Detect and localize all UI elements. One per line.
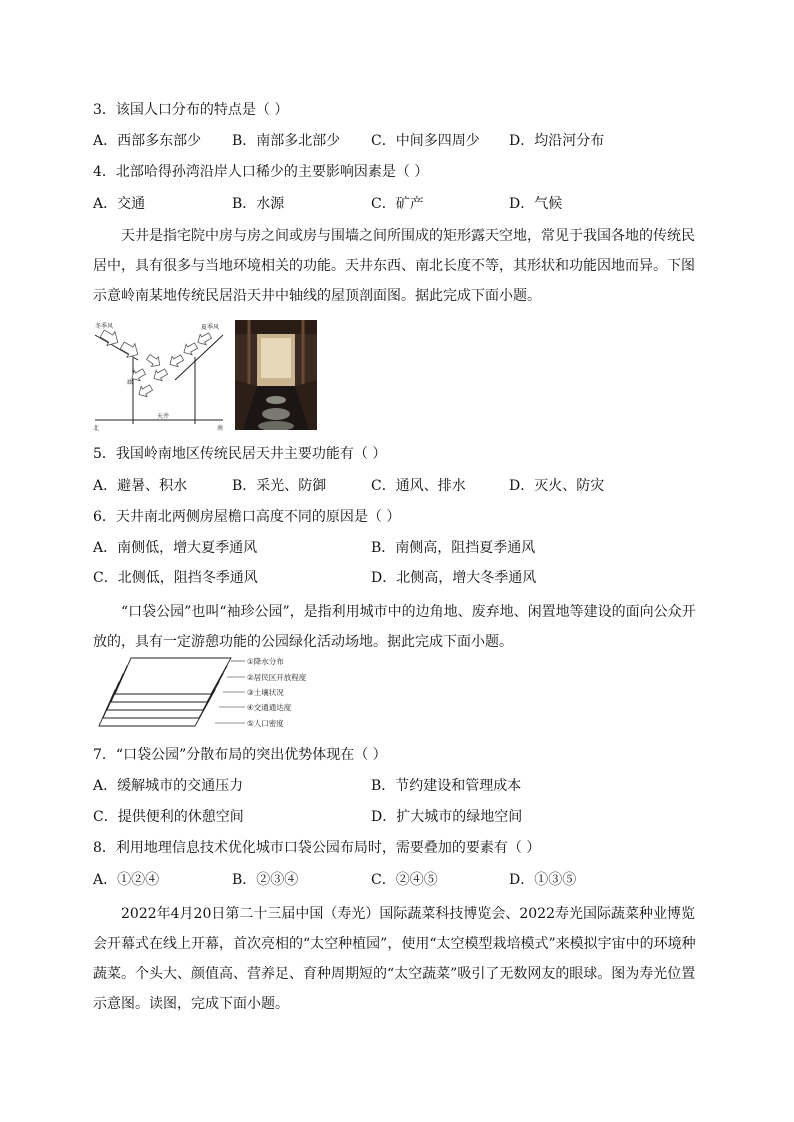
question-7-option-d: D．扩大城市的绿地空间 (371, 809, 523, 825)
question-8-stem: 8．利用地理信息技术优化城市口袋公园布局时，需要叠加的要素有（ ） (93, 840, 541, 856)
question-7-option-b: B．节约建设和管理成本 (371, 778, 522, 794)
layer-2-label: ②居民区开放程度 (247, 673, 307, 682)
winter-wind-label: 冬季风 (95, 323, 114, 330)
question-8-option-b: B．②③④ (232, 872, 299, 888)
question-3-option-a: A．西部多东部少 (93, 133, 202, 149)
question-6-option-b: B．南侧高，阻挡夏季通风 (371, 540, 536, 556)
passage-shouguang: 2022年4月20日第二十三届中国（寿光）国际蔬菜科技博览会、2022寿光国际蔬菜种业博览会开幕式在线上开幕，首次亮相的“太空种植园”，使用“太空模型栽培模式”来模拟宇宙中的环境种蔬菜。个头大、颜值高、营养足、育种周期短的“太空蔬菜”吸引了无数网友的眼球。图为寿光位置示意图。读图，完成下面小题。 (93, 906, 696, 1012)
question-8-option-a: A．①②④ (93, 872, 160, 888)
question-5-option-a: A．避暑、积水 (93, 478, 188, 494)
question-3-option-d: D．均沿河分布 (509, 133, 605, 149)
question-5-option-c: C．通风、排水 (371, 478, 466, 494)
courtyard-section-diagram (93, 320, 228, 432)
question-8-option-d: D．①③⑤ (509, 872, 577, 888)
north-label: 北 (93, 425, 100, 432)
question-3-option-c: C．中间多四周少 (371, 133, 480, 149)
question-5-option-b: B．采光、防御 (232, 478, 327, 494)
layer-3-label: ③土壤状况 (247, 688, 284, 697)
layer-4-label: ④交通通达度 (247, 703, 292, 712)
question-5-option-d: D．灭火、防灾 (509, 478, 605, 494)
question-6-option-d: D．北侧高，增大冬季通风 (371, 570, 537, 586)
question-7-stem: 7．“口袋公园”分散布局的突出优势体现在（ ） (93, 747, 387, 763)
question-7-option-a: A．缓解城市的交通压力 (93, 778, 244, 794)
question-7-option-c: C．提供便利的休憩空间 (93, 809, 244, 825)
gis-layer-diagram (93, 654, 333, 734)
question-4-option-d: D．气候 (509, 196, 563, 212)
question-8-option-c: C．②④⑤ (371, 872, 438, 888)
question-3-option-b: B．南部多北部少 (232, 133, 341, 149)
question-5-stem: 5．我国岭南地区传统民居天井主要功能有（ ） (93, 446, 387, 462)
question-6-option-a: A．南侧低，增大夏季通风 (93, 540, 258, 556)
question-6-option-c: C．北侧低，阻挡冬季通风 (93, 570, 258, 586)
corridor-label: 廊 (127, 379, 134, 386)
courtyard-label: 天井 (157, 413, 170, 420)
passage-pocket-park: “口袋公园”也叫“袖珍公园”，是指利用城市中的边角地、废弃地、闲置地等建设的面向公众开放的，具有一定游憩功能的公园绿化活动场地。据此完成下面小题。 (93, 604, 696, 650)
courtyard-photo (235, 320, 317, 430)
summer-wind-label: 夏季风 (201, 324, 220, 331)
question-4-option-b: B．水源 (232, 196, 285, 212)
south-label: 南 (217, 425, 224, 432)
passage-courtyard: 天井是指宅院中房与房之间或房与围墙之间所围成的矩形露天空地，常见于我国各地的传统民居中，具有很多与当地环境相关的功能。天井东西、南北长度不等，其形状和功能因地而异。下图示意岭南某地传统民居沿天井中轴线的屋顶剖面图。据此完成下面小题。 (93, 228, 695, 304)
question-4-stem: 4．北部哈得孙湾沿岸人口稀少的主要影响因素是（ ） (93, 164, 429, 180)
question-3-stem: 3．该国人口分布的特点是（ ） (93, 102, 289, 118)
question-4-option-c: C．矿产 (371, 196, 424, 212)
question-4-option-a: A．交通 (93, 196, 146, 212)
question-6-stem: 6．天井南北两侧房屋檐口高度不同的原因是（ ） (93, 509, 401, 525)
layer-5-label: ⑤人口密度 (247, 719, 284, 728)
layer-1-label: ①降水分布 (247, 657, 284, 666)
